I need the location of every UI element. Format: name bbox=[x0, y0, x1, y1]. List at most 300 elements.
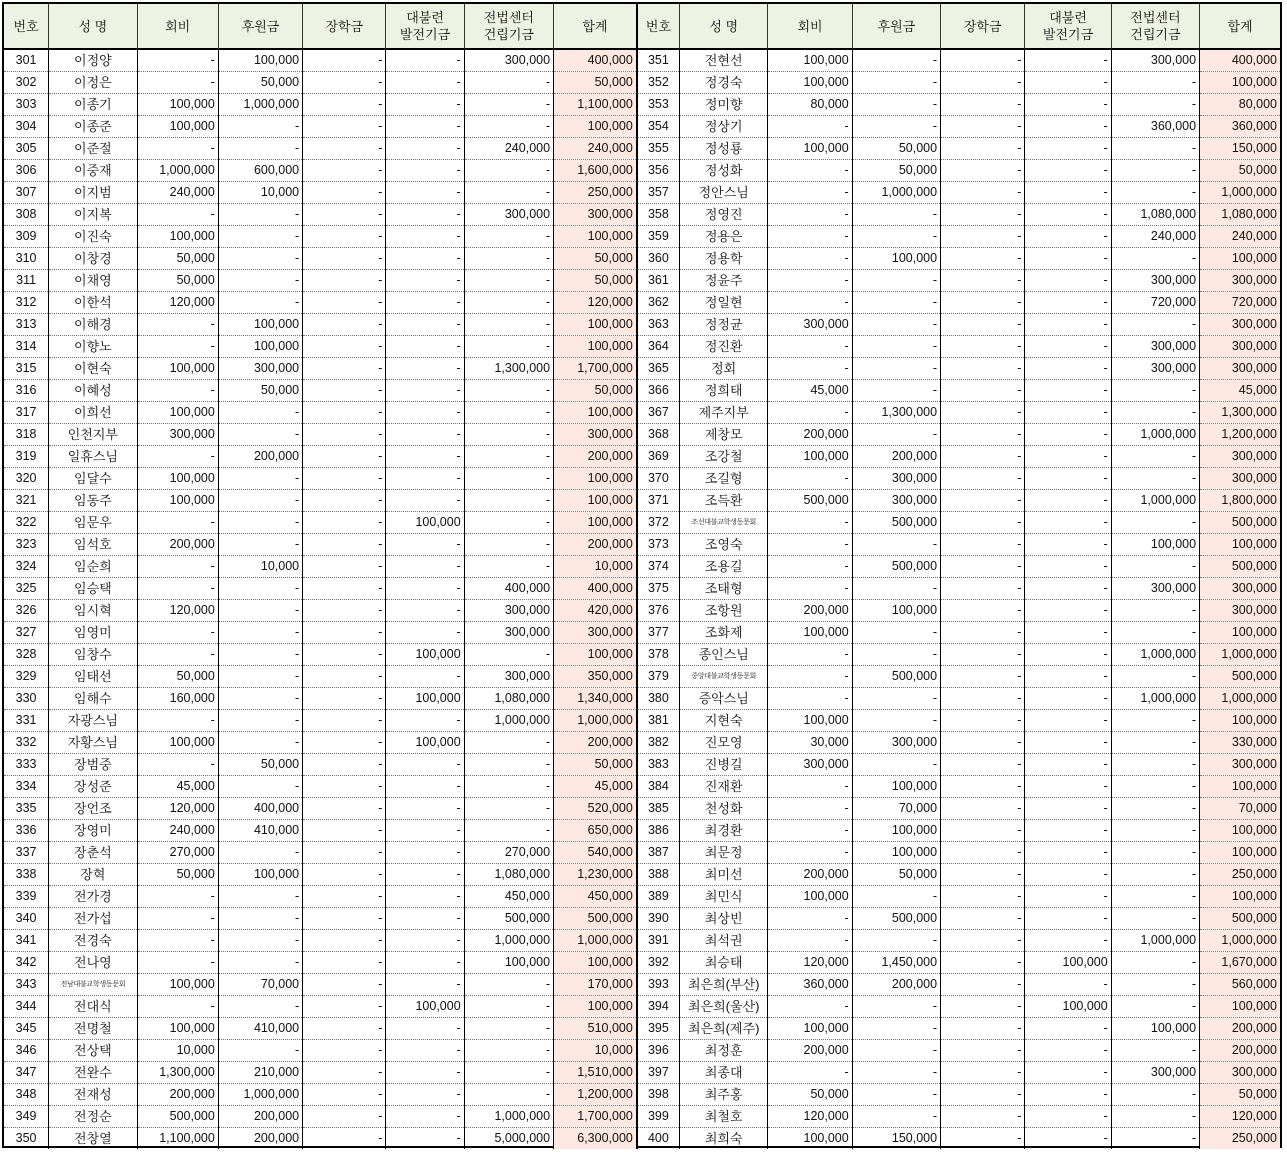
amount-cell: 120,000 bbox=[137, 798, 218, 820]
donor-name: 이혜성 bbox=[49, 380, 137, 402]
amount-cell: - bbox=[386, 864, 464, 886]
amount-cell: 500,000 bbox=[852, 556, 940, 578]
donor-name: 최상빈 bbox=[680, 908, 768, 930]
total-cell: 540,000 bbox=[554, 842, 637, 864]
row-number: 331 bbox=[4, 710, 49, 732]
donor-name: 최희숙 bbox=[680, 1128, 768, 1150]
amount-cell: - bbox=[137, 996, 218, 1018]
amount-cell: 100,000 bbox=[1111, 1018, 1199, 1040]
amount-cell: 300,000 bbox=[852, 468, 940, 490]
row-number: 375 bbox=[637, 578, 680, 600]
amount-cell: - bbox=[464, 1040, 553, 1062]
table-row bbox=[4, 578, 1280, 600]
row-number: 359 bbox=[637, 226, 680, 248]
amount-cell: - bbox=[303, 842, 386, 864]
amount-cell: 270,000 bbox=[464, 842, 553, 864]
amount-cell: - bbox=[768, 512, 852, 534]
amount-cell: 100,000 bbox=[768, 138, 852, 160]
donor-name: 자광스님 bbox=[49, 710, 137, 732]
amount-cell: - bbox=[303, 1018, 386, 1040]
amount-cell: - bbox=[1025, 512, 1111, 534]
donor-name: 이진숙 bbox=[49, 226, 137, 248]
table-row bbox=[4, 776, 1280, 798]
total-cell: 1,000,000 bbox=[1200, 644, 1280, 666]
amount-cell: - bbox=[464, 534, 553, 556]
amount-cell: 200,000 bbox=[768, 424, 852, 446]
amount-cell: - bbox=[137, 72, 218, 94]
row-number: 312 bbox=[4, 292, 49, 314]
total-cell: 6,300,000 bbox=[554, 1128, 637, 1150]
amount-cell: - bbox=[464, 644, 553, 666]
amount-cell: 200,000 bbox=[218, 1106, 302, 1128]
total-cell: 200,000 bbox=[1200, 1040, 1280, 1062]
amount-cell: - bbox=[1025, 622, 1111, 644]
amount-cell: 50,000 bbox=[218, 72, 302, 94]
amount-cell: - bbox=[941, 842, 1025, 864]
row-number: 364 bbox=[637, 336, 680, 358]
amount-cell: - bbox=[1111, 248, 1199, 270]
amount-cell: - bbox=[1025, 556, 1111, 578]
amount-cell: - bbox=[303, 468, 386, 490]
amount-cell: 100,000 bbox=[768, 1128, 852, 1150]
total-cell: 240,000 bbox=[1200, 226, 1280, 248]
donor-name: 전경숙 bbox=[49, 930, 137, 952]
amount-cell: - bbox=[303, 512, 386, 534]
amount-cell: 1,000,000 bbox=[852, 182, 940, 204]
total-cell: 300,000 bbox=[554, 204, 637, 226]
row-number: 388 bbox=[637, 864, 680, 886]
amount-cell: - bbox=[303, 160, 386, 182]
row-number: 368 bbox=[637, 424, 680, 446]
donor-name: 조용길 bbox=[680, 556, 768, 578]
amount-cell: 1,080,000 bbox=[464, 688, 553, 710]
row-number: 398 bbox=[637, 1084, 680, 1106]
amount-cell: - bbox=[1111, 622, 1199, 644]
amount-cell: - bbox=[1025, 270, 1111, 292]
row-number: 394 bbox=[637, 996, 680, 1018]
amount-cell: - bbox=[303, 402, 386, 424]
amount-cell: 50,000 bbox=[218, 380, 302, 402]
amount-cell: 1,100,000 bbox=[137, 1128, 218, 1150]
amount-cell: - bbox=[852, 380, 940, 402]
amount-cell: - bbox=[941, 1128, 1025, 1150]
amount-cell: - bbox=[464, 292, 553, 314]
amount-cell: - bbox=[941, 864, 1025, 886]
row-number: 309 bbox=[4, 226, 49, 248]
amount-cell: - bbox=[941, 908, 1025, 930]
amount-cell: - bbox=[1025, 534, 1111, 556]
amount-cell: - bbox=[941, 72, 1025, 94]
donor-name: 임달수 bbox=[49, 468, 137, 490]
amount-cell: 100,000 bbox=[218, 314, 302, 336]
amount-cell: - bbox=[768, 666, 852, 688]
amount-cell: 1,080,000 bbox=[1111, 204, 1199, 226]
row-number: 340 bbox=[4, 908, 49, 930]
amount-cell: - bbox=[218, 666, 302, 688]
amount-cell: - bbox=[464, 556, 553, 578]
amount-cell: - bbox=[941, 974, 1025, 996]
amount-cell: - bbox=[1111, 974, 1199, 996]
amount-cell: - bbox=[1025, 754, 1111, 776]
total-cell: 300,000 bbox=[554, 622, 637, 644]
amount-cell: - bbox=[1111, 182, 1199, 204]
amount-cell: - bbox=[1111, 1084, 1199, 1106]
row-number: 336 bbox=[4, 820, 49, 842]
amount-cell: - bbox=[941, 644, 1025, 666]
row-number: 355 bbox=[637, 138, 680, 160]
amount-cell: - bbox=[1025, 1128, 1111, 1150]
amount-cell: - bbox=[768, 556, 852, 578]
donor-name: 정성화 bbox=[680, 160, 768, 182]
donor-name: 제창모 bbox=[680, 424, 768, 446]
table-row bbox=[4, 314, 1280, 336]
amount-cell: 100,000 bbox=[137, 358, 218, 380]
row-number: 317 bbox=[4, 402, 49, 424]
amount-cell: - bbox=[218, 292, 302, 314]
amount-cell: - bbox=[1025, 204, 1111, 226]
amount-cell: - bbox=[303, 688, 386, 710]
amount-cell: - bbox=[218, 842, 302, 864]
total-cell: 300,000 bbox=[1200, 1062, 1280, 1084]
amount-cell: - bbox=[218, 402, 302, 424]
amount-cell: - bbox=[303, 424, 386, 446]
amount-cell: - bbox=[303, 490, 386, 512]
donor-name: 이한석 bbox=[49, 292, 137, 314]
amount-cell: - bbox=[941, 116, 1025, 138]
donor-name: 정성룡 bbox=[680, 138, 768, 160]
total-cell: 70,000 bbox=[1200, 798, 1280, 820]
amount-cell: - bbox=[852, 710, 940, 732]
amount-cell: - bbox=[941, 1084, 1025, 1106]
amount-cell: 200,000 bbox=[852, 446, 940, 468]
table-body bbox=[4, 49, 1280, 1149]
amount-cell: - bbox=[1025, 490, 1111, 512]
total-cell: 100,000 bbox=[1200, 248, 1280, 270]
amount-cell: 1,000,000 bbox=[464, 710, 553, 732]
row-number: 332 bbox=[4, 732, 49, 754]
amount-cell: 300,000 bbox=[768, 314, 852, 336]
amount-cell: - bbox=[137, 556, 218, 578]
donor-name: 진병길 bbox=[680, 754, 768, 776]
donor-name: 증악스님 bbox=[680, 688, 768, 710]
amount-cell: - bbox=[768, 204, 852, 226]
amount-cell: - bbox=[1111, 138, 1199, 160]
amount-cell: - bbox=[1025, 1106, 1111, 1128]
donor-name: 조태형 bbox=[680, 578, 768, 600]
table-row bbox=[4, 908, 1280, 930]
donor-name: 조득환 bbox=[680, 490, 768, 512]
amount-cell: - bbox=[218, 534, 302, 556]
amount-cell: 100,000 bbox=[386, 688, 464, 710]
total-cell: 250,000 bbox=[554, 182, 637, 204]
row-number: 329 bbox=[4, 666, 49, 688]
amount-cell: - bbox=[386, 908, 464, 930]
amount-cell: - bbox=[464, 72, 553, 94]
row-number: 311 bbox=[4, 270, 49, 292]
amount-cell: - bbox=[852, 204, 940, 226]
amount-cell: - bbox=[386, 490, 464, 512]
row-number: 387 bbox=[637, 842, 680, 864]
amount-cell: - bbox=[386, 160, 464, 182]
donation-sheet bbox=[2, 2, 1282, 1148]
amount-cell: - bbox=[1111, 886, 1199, 908]
amount-cell: - bbox=[137, 622, 218, 644]
table-row bbox=[4, 1128, 1280, 1150]
row-number: 372 bbox=[637, 512, 680, 534]
amount-cell: - bbox=[464, 996, 553, 1018]
amount-cell: - bbox=[303, 710, 386, 732]
total-cell: 300,000 bbox=[1200, 578, 1280, 600]
amount-cell: 100,000 bbox=[218, 864, 302, 886]
row-number: 304 bbox=[4, 116, 49, 138]
column-header: 장학금 bbox=[941, 4, 1025, 49]
amount-cell: - bbox=[852, 116, 940, 138]
amount-cell: - bbox=[464, 182, 553, 204]
amount-cell: 100,000 bbox=[464, 952, 553, 974]
column-header: 후원금 bbox=[218, 4, 302, 49]
row-number: 362 bbox=[637, 292, 680, 314]
amount-cell: - bbox=[303, 1106, 386, 1128]
table-row bbox=[4, 952, 1280, 974]
amount-cell: - bbox=[941, 512, 1025, 534]
amount-cell: - bbox=[941, 930, 1025, 952]
amount-cell: 200,000 bbox=[768, 864, 852, 886]
row-number: 386 bbox=[637, 820, 680, 842]
amount-cell: - bbox=[303, 358, 386, 380]
amount-cell: - bbox=[137, 930, 218, 952]
amount-cell: 100,000 bbox=[1025, 996, 1111, 1018]
donor-name: 정윤주 bbox=[680, 270, 768, 292]
row-number: 330 bbox=[4, 688, 49, 710]
amount-cell: 300,000 bbox=[1111, 270, 1199, 292]
donor-name: 정희태 bbox=[680, 380, 768, 402]
amount-cell: - bbox=[941, 248, 1025, 270]
amount-cell: 120,000 bbox=[768, 1106, 852, 1128]
donor-name: 장언조 bbox=[49, 798, 137, 820]
donor-name: 최정훈 bbox=[680, 1040, 768, 1062]
donor-name: 이지범 bbox=[49, 182, 137, 204]
amount-cell: - bbox=[386, 446, 464, 468]
amount-cell: 500,000 bbox=[852, 666, 940, 688]
total-cell: 300,000 bbox=[1200, 600, 1280, 622]
table-row bbox=[4, 402, 1280, 424]
total-cell: 1,000,000 bbox=[1200, 930, 1280, 952]
amount-cell: - bbox=[464, 820, 553, 842]
donor-name: 임해수 bbox=[49, 688, 137, 710]
row-number: 382 bbox=[637, 732, 680, 754]
amount-cell: 100,000 bbox=[852, 820, 940, 842]
row-number: 378 bbox=[637, 644, 680, 666]
row-number: 310 bbox=[4, 248, 49, 270]
amount-cell: - bbox=[1111, 160, 1199, 182]
amount-cell: - bbox=[768, 358, 852, 380]
amount-cell: 50,000 bbox=[137, 864, 218, 886]
amount-cell: - bbox=[386, 72, 464, 94]
amount-cell: 50,000 bbox=[852, 864, 940, 886]
amount-cell: - bbox=[1111, 996, 1199, 1018]
amount-cell: - bbox=[218, 930, 302, 952]
amount-cell: 100,000 bbox=[1111, 534, 1199, 556]
table-row bbox=[4, 1106, 1280, 1128]
row-number: 344 bbox=[4, 996, 49, 1018]
amount-cell: 300,000 bbox=[464, 622, 553, 644]
total-cell: 150,000 bbox=[1200, 138, 1280, 160]
amount-cell: - bbox=[1025, 138, 1111, 160]
amount-cell: - bbox=[941, 952, 1025, 974]
amount-cell: - bbox=[1025, 424, 1111, 446]
donor-name: 이정양 bbox=[49, 49, 137, 72]
amount-cell: - bbox=[1111, 952, 1199, 974]
amount-cell: - bbox=[768, 336, 852, 358]
total-cell: 1,200,000 bbox=[554, 1084, 637, 1106]
column-header: 후원금 bbox=[852, 4, 940, 49]
amount-cell: - bbox=[941, 732, 1025, 754]
amount-cell: - bbox=[386, 94, 464, 116]
amount-cell: 100,000 bbox=[386, 644, 464, 666]
amount-cell: - bbox=[218, 886, 302, 908]
table-row bbox=[4, 666, 1280, 688]
amount-cell: - bbox=[1111, 600, 1199, 622]
amount-cell: - bbox=[303, 798, 386, 820]
amount-cell: 80,000 bbox=[768, 94, 852, 116]
amount-cell: - bbox=[303, 754, 386, 776]
total-cell: 300,000 bbox=[1200, 336, 1280, 358]
donor-name: 정용은 bbox=[680, 226, 768, 248]
amount-cell: 100,000 bbox=[768, 49, 852, 72]
amount-cell: 100,000 bbox=[852, 248, 940, 270]
column-header: 합계 bbox=[1200, 4, 1280, 49]
total-cell: 100,000 bbox=[1200, 820, 1280, 842]
amount-cell: - bbox=[386, 930, 464, 952]
donor-name: 종인스님 bbox=[680, 644, 768, 666]
amount-cell: - bbox=[386, 798, 464, 820]
amount-cell: - bbox=[386, 314, 464, 336]
amount-cell: - bbox=[1025, 732, 1111, 754]
amount-cell: - bbox=[1111, 1040, 1199, 1062]
amount-cell: - bbox=[464, 380, 553, 402]
total-cell: 1,230,000 bbox=[554, 864, 637, 886]
table-row bbox=[4, 138, 1280, 160]
table-row bbox=[4, 468, 1280, 490]
amount-cell: - bbox=[941, 380, 1025, 402]
amount-cell: 200,000 bbox=[218, 446, 302, 468]
amount-cell: - bbox=[218, 578, 302, 600]
row-number: 381 bbox=[637, 710, 680, 732]
total-cell: 100,000 bbox=[1200, 886, 1280, 908]
amount-cell: - bbox=[1025, 842, 1111, 864]
donor-name: 전현선 bbox=[680, 49, 768, 72]
donor-name: 임문우 bbox=[49, 512, 137, 534]
amount-cell: - bbox=[941, 336, 1025, 358]
row-number: 320 bbox=[4, 468, 49, 490]
amount-cell: - bbox=[941, 182, 1025, 204]
total-cell: 50,000 bbox=[554, 72, 637, 94]
total-cell: 100,000 bbox=[554, 336, 637, 358]
amount-cell: - bbox=[218, 490, 302, 512]
total-cell: 50,000 bbox=[554, 380, 637, 402]
amount-cell: - bbox=[852, 1018, 940, 1040]
donor-name: 이종준 bbox=[49, 116, 137, 138]
amount-cell: - bbox=[768, 182, 852, 204]
amount-cell: 1,300,000 bbox=[137, 1062, 218, 1084]
donor-name: 천성화 bbox=[680, 798, 768, 820]
amount-cell: 100,000 bbox=[137, 1018, 218, 1040]
amount-cell: - bbox=[303, 886, 386, 908]
total-cell: 650,000 bbox=[554, 820, 637, 842]
amount-cell: - bbox=[941, 710, 1025, 732]
amount-cell: - bbox=[464, 776, 553, 798]
donor-name: 장범중 bbox=[49, 754, 137, 776]
row-number: 338 bbox=[4, 864, 49, 886]
amount-cell: - bbox=[386, 402, 464, 424]
amount-cell: - bbox=[464, 1084, 553, 1106]
table-row bbox=[4, 424, 1280, 446]
total-cell: 10,000 bbox=[554, 1040, 637, 1062]
donor-name: 조화제 bbox=[680, 622, 768, 644]
amount-cell: - bbox=[768, 402, 852, 424]
donor-name: 장혁 bbox=[49, 864, 137, 886]
amount-cell: 1,000,000 bbox=[1111, 644, 1199, 666]
row-number: 393 bbox=[637, 974, 680, 996]
amount-cell: 50,000 bbox=[852, 160, 940, 182]
total-cell: 300,000 bbox=[1200, 754, 1280, 776]
amount-cell: - bbox=[852, 754, 940, 776]
amount-cell: 100,000 bbox=[768, 622, 852, 644]
amount-cell: 200,000 bbox=[768, 1040, 852, 1062]
amount-cell: 50,000 bbox=[768, 1084, 852, 1106]
amount-cell: - bbox=[464, 226, 553, 248]
amount-cell: - bbox=[303, 622, 386, 644]
row-number: 371 bbox=[637, 490, 680, 512]
amount-cell: 360,000 bbox=[768, 974, 852, 996]
amount-cell: - bbox=[386, 182, 464, 204]
amount-cell: - bbox=[386, 204, 464, 226]
amount-cell: - bbox=[303, 380, 386, 402]
amount-cell: - bbox=[386, 578, 464, 600]
amount-cell: 270,000 bbox=[137, 842, 218, 864]
amount-cell: 1,300,000 bbox=[464, 358, 553, 380]
amount-cell: - bbox=[218, 138, 302, 160]
table-row bbox=[4, 754, 1280, 776]
donor-name: 최종대 bbox=[680, 1062, 768, 1084]
table-row bbox=[4, 886, 1280, 908]
amount-cell: 450,000 bbox=[464, 886, 553, 908]
amount-cell: - bbox=[386, 710, 464, 732]
row-number: 305 bbox=[4, 138, 49, 160]
table-row bbox=[4, 292, 1280, 314]
row-number: 366 bbox=[637, 380, 680, 402]
total-cell: 1,000,000 bbox=[554, 930, 637, 952]
table-row bbox=[4, 160, 1280, 182]
amount-cell: 300,000 bbox=[464, 49, 553, 72]
amount-cell: - bbox=[303, 534, 386, 556]
total-cell: 500,000 bbox=[1200, 666, 1280, 688]
total-cell: 1,700,000 bbox=[554, 1106, 637, 1128]
amount-cell: - bbox=[852, 886, 940, 908]
amount-cell: - bbox=[768, 644, 852, 666]
amount-cell: 1,000,000 bbox=[1111, 424, 1199, 446]
amount-cell: - bbox=[303, 820, 386, 842]
row-number: 314 bbox=[4, 336, 49, 358]
amount-cell: - bbox=[1025, 600, 1111, 622]
amount-cell: - bbox=[941, 666, 1025, 688]
row-number: 374 bbox=[637, 556, 680, 578]
table-row bbox=[4, 820, 1280, 842]
table-row bbox=[4, 49, 1280, 72]
amount-cell: - bbox=[218, 270, 302, 292]
donor-name: 임시혁 bbox=[49, 600, 137, 622]
amount-cell: - bbox=[386, 248, 464, 270]
